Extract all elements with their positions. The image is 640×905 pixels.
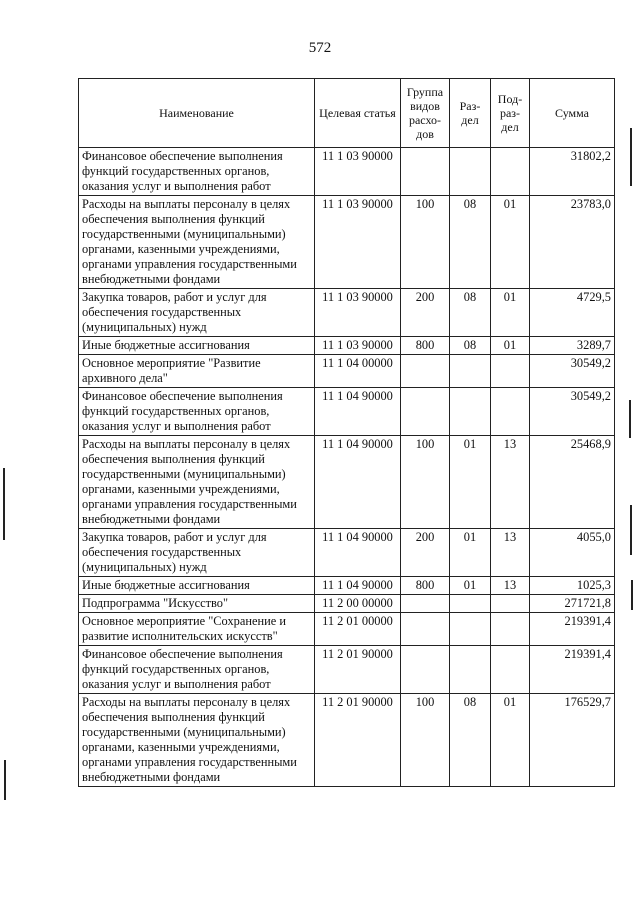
- cell-name: Расходы на выплаты персоналу в целях обеспечения выполнения функций государственными (муниципальными) органами, казенными учреждениями, органами управления государственными внебюджетными фондами: [79, 196, 315, 289]
- cell-sum: 23783,0: [530, 196, 615, 289]
- table-row: [79, 289, 615, 337]
- cell-subsection: [491, 355, 530, 388]
- cell-name: Финансовое обеспечение выполнения функций государственных органов, оказания услуг и выполнения работ: [79, 148, 315, 196]
- header-target-article: Целевая статья: [315, 79, 401, 148]
- cell-subsection: 13: [491, 529, 530, 577]
- cell-sum: 31802,2: [530, 148, 615, 196]
- cell-sum: 4729,5: [530, 289, 615, 337]
- margin-scan-mark: [4, 760, 6, 800]
- cell-section: [450, 355, 491, 388]
- cell-expense-group: [401, 595, 450, 613]
- cell-sum: 219391,4: [530, 646, 615, 694]
- cell-section: [450, 646, 491, 694]
- cell-expense-group: [401, 148, 450, 196]
- cell-section: 08: [450, 289, 491, 337]
- page-number: 572: [308, 40, 332, 56]
- margin-scan-mark: [3, 468, 5, 540]
- cell-name: Основное мероприятие "Развитие архивного дела": [79, 355, 315, 388]
- table-row: [79, 646, 615, 694]
- cell-expense-group: 200: [401, 529, 450, 577]
- table-row: [79, 595, 615, 613]
- cell-target-article: 11 1 04 90000: [315, 577, 401, 595]
- cell-sum: 176529,7: [530, 694, 615, 787]
- cell-name: Финансовое обеспечение выполнения функций государственных органов, оказания услуг и выполнения работ: [79, 646, 315, 694]
- cell-subsection: 13: [491, 577, 530, 595]
- table-row: [79, 613, 615, 646]
- cell-expense-group: 200: [401, 289, 450, 337]
- cell-subsection: [491, 148, 530, 196]
- cell-target-article: 11 1 04 90000: [315, 436, 401, 529]
- cell-name: Расходы на выплаты персоналу в целях обеспечения выполнения функций государственными (муниципальными) органами, казенными учреждениями, органами управления государственными внебюджетными фондами: [79, 436, 315, 529]
- cell-expense-group: 100: [401, 694, 450, 787]
- cell-expense-group: [401, 355, 450, 388]
- cell-expense-group: 800: [401, 337, 450, 355]
- cell-subsection: 13: [491, 436, 530, 529]
- cell-name: Финансовое обеспечение выполнения функций государственных органов, оказания услуг и выполнения работ: [79, 388, 315, 436]
- cell-sum: 3289,7: [530, 337, 615, 355]
- cell-section: [450, 595, 491, 613]
- table-row: [79, 148, 615, 196]
- cell-sum: 219391,4: [530, 613, 615, 646]
- cell-name: Закупка товаров, работ и услуг для обеспечения государственных (муниципальных) нужд: [79, 529, 315, 577]
- cell-sum: 25468,9: [530, 436, 615, 529]
- cell-expense-group: [401, 646, 450, 694]
- cell-target-article: 11 2 00 00000: [315, 595, 401, 613]
- cell-section: [450, 148, 491, 196]
- table-row: [79, 694, 615, 787]
- header-section: Раз-дел: [450, 79, 491, 148]
- margin-scan-mark: [630, 128, 632, 186]
- cell-sum: 30549,2: [530, 355, 615, 388]
- cell-subsection: [491, 388, 530, 436]
- cell-subsection: 01: [491, 694, 530, 787]
- cell-expense-group: 800: [401, 577, 450, 595]
- cell-subsection: 01: [491, 337, 530, 355]
- cell-target-article: 11 1 03 90000: [315, 289, 401, 337]
- cell-subsection: [491, 646, 530, 694]
- cell-target-article: 11 1 04 00000: [315, 355, 401, 388]
- header-name: Наименование: [79, 79, 315, 148]
- header-subsection: Под-раз-дел: [491, 79, 530, 148]
- cell-target-article: 11 1 03 90000: [315, 148, 401, 196]
- cell-name: Иные бюджетные ассигнования: [79, 577, 315, 595]
- cell-expense-group: [401, 613, 450, 646]
- cell-target-article: 11 1 03 90000: [315, 196, 401, 289]
- table-row: [79, 196, 615, 289]
- table-header-row: [79, 79, 615, 148]
- margin-scan-mark: [629, 400, 631, 438]
- cell-target-article: 11 2 01 90000: [315, 646, 401, 694]
- cell-subsection: 01: [491, 289, 530, 337]
- margin-scan-mark: [630, 505, 632, 555]
- cell-target-article: 11 2 01 90000: [315, 694, 401, 787]
- cell-name: Расходы на выплаты персоналу в целях обеспечения выполнения функций государственными (муниципальными) органами, казенными учреждениями, органами управления государственными внебюджетными фондами: [79, 694, 315, 787]
- cell-target-article: 11 1 04 90000: [315, 529, 401, 577]
- cell-section: 08: [450, 694, 491, 787]
- cell-section: 08: [450, 337, 491, 355]
- cell-sum: 271721,8: [530, 595, 615, 613]
- cell-sum: 1025,3: [530, 577, 615, 595]
- cell-subsection: [491, 595, 530, 613]
- table-row: [79, 436, 615, 529]
- table-row: [79, 577, 615, 595]
- cell-section: 08: [450, 196, 491, 289]
- table-row: [79, 355, 615, 388]
- margin-scan-mark: [631, 580, 633, 610]
- cell-name: Подпрограмма "Искусство": [79, 595, 315, 613]
- cell-sum: 4055,0: [530, 529, 615, 577]
- table-row: [79, 388, 615, 436]
- cell-name: Основное мероприятие "Сохранение и развитие исполнительских искусств": [79, 613, 315, 646]
- cell-section: 01: [450, 529, 491, 577]
- cell-expense-group: [401, 388, 450, 436]
- cell-sum: 30549,2: [530, 388, 615, 436]
- cell-name: Закупка товаров, работ и услуг для обеспечения государственных (муниципальных) нужд: [79, 289, 315, 337]
- header-expense-group: Группа видов расхо-дов: [401, 79, 450, 148]
- cell-target-article: 11 1 04 90000: [315, 388, 401, 436]
- cell-target-article: 11 2 01 00000: [315, 613, 401, 646]
- cell-section: 01: [450, 436, 491, 529]
- cell-subsection: 01: [491, 196, 530, 289]
- budget-table: [78, 78, 615, 787]
- header-sum: Сумма: [530, 79, 615, 148]
- table-row: [79, 529, 615, 577]
- cell-subsection: [491, 613, 530, 646]
- table-row: [79, 337, 615, 355]
- cell-section: [450, 613, 491, 646]
- cell-expense-group: 100: [401, 436, 450, 529]
- cell-section: [450, 388, 491, 436]
- cell-target-article: 11 1 03 90000: [315, 337, 401, 355]
- cell-section: 01: [450, 577, 491, 595]
- cell-name: Иные бюджетные ассигнования: [79, 337, 315, 355]
- cell-expense-group: 100: [401, 196, 450, 289]
